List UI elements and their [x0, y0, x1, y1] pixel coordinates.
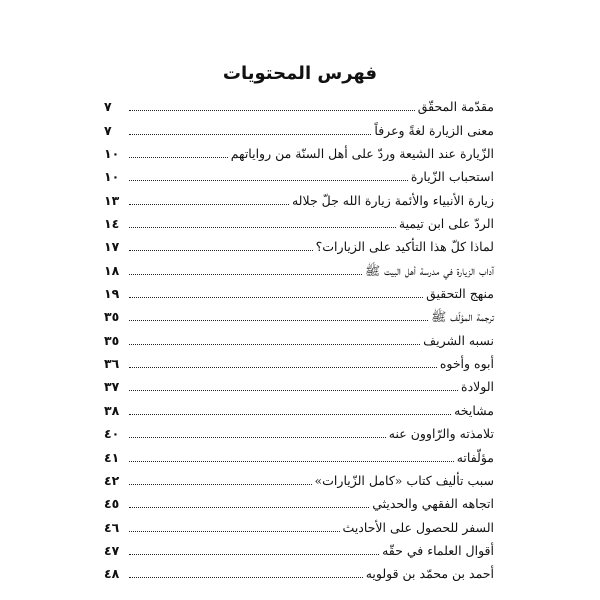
dot-leader [129, 297, 423, 298]
toc-entry-page: ٣٦ [104, 356, 120, 372]
toc-entry-page: ٤٨ [104, 566, 120, 582]
toc-entry-page: ١٣ [104, 192, 120, 208]
toc-entry-page: ٤٦ [104, 519, 120, 535]
toc-entry-title: معنى الزيارة لغةً وعرفاً [374, 122, 494, 138]
toc-entry-page: ٣٨ [104, 402, 120, 418]
toc-entry [104, 419, 494, 442]
toc-entry [104, 279, 494, 302]
toc-entry-title: اتجاهه الفقهي والحديثي [372, 496, 494, 512]
dot-leader [129, 531, 340, 532]
toc-entry-title: أقوال العلماء في حقّه [382, 542, 494, 558]
toc-entry-page: ٤٢ [104, 472, 120, 488]
toc-entry [104, 232, 494, 255]
toc-entry-title: الردّ على ابن تيمية [398, 216, 494, 232]
dot-leader [129, 344, 420, 345]
toc-entry-title: آداب الزيارة في مدرسة أهل البيت ﷺ [365, 262, 494, 278]
toc-entry [104, 466, 494, 489]
toc-entry [104, 302, 494, 325]
toc-entry-page: ٣٥ [104, 332, 120, 348]
toc-entry [104, 139, 494, 162]
toc-entry [104, 349, 494, 372]
toc-entry [104, 536, 494, 559]
toc-entry-title: الزّيارة عند الشيعة وردّ على أهل السنّة من رواياتهم [230, 146, 494, 162]
dot-leader [129, 134, 371, 135]
toc-entry [104, 185, 494, 208]
toc-entry [104, 395, 494, 418]
dot-leader [129, 414, 451, 415]
toc-entry-title: الولادة [461, 379, 494, 395]
dot-leader [129, 250, 313, 251]
dot-leader [129, 554, 379, 555]
toc-entry-page: ٣٥ [104, 309, 120, 325]
toc-entry-page: ٤٠ [104, 426, 120, 442]
toc-entry-page: ١٩ [104, 286, 120, 302]
dot-leader [129, 577, 363, 578]
page-title: فهرس المحتويات [222, 63, 378, 84]
dot-leader [129, 367, 437, 368]
toc-entry-page: ١٤ [104, 216, 120, 232]
dot-leader [129, 157, 228, 158]
toc-entry [104, 512, 494, 535]
toc-entry [104, 489, 494, 512]
toc-entry-title: تلامذته والرّاوون عنه [388, 426, 494, 442]
toc-entry [104, 442, 494, 465]
toc-entry [104, 209, 494, 232]
toc-entry-page: ١٠ [104, 169, 120, 185]
toc-entry-title: نسبه الشريف [423, 332, 494, 348]
dot-leader [129, 320, 428, 321]
toc-entry-page: ٤٧ [104, 542, 120, 558]
toc-entry-title: استحباب الزّيارة [410, 169, 494, 185]
dot-leader [129, 461, 454, 462]
toc-entry-title: مشايخه [454, 402, 494, 418]
dot-leader [129, 484, 312, 485]
toc-entry-title: مقدّمة المحقّق [417, 99, 494, 115]
toc-entry-title: سبب تأليف كتاب «كامل الزّيارات» [314, 472, 494, 488]
toc-entry-page: ١٠ [104, 146, 120, 162]
toc-entry-title: مؤلّفاته [456, 449, 494, 465]
toc-entry [104, 372, 494, 395]
dot-leader [129, 274, 362, 275]
dot-leader [129, 110, 415, 111]
toc-entry-title: أبوه وأخوه [439, 356, 494, 372]
toc-entry [104, 255, 494, 278]
toc-entry-page: ٧ [104, 99, 112, 115]
toc-entry-title: زيارة الأنبياء والأئمة زيارة الله جلّ جلاله [291, 192, 494, 208]
toc-entry-page: ٤١ [104, 449, 120, 465]
toc-entry-title: لماذا كلّ هذا التأكيد على الزيارات؟ [315, 239, 494, 255]
dot-leader [129, 390, 458, 391]
toc-entry-title: منهج التحقيق [426, 286, 494, 302]
toc-entry-page: ٧ [104, 122, 112, 138]
toc-entry-page: ١٧ [104, 239, 120, 255]
toc-entry-page: ٣٧ [104, 379, 120, 395]
toc-entry-page: ٤٥ [104, 496, 120, 512]
dot-leader [129, 180, 408, 181]
dot-leader [129, 437, 386, 438]
toc-entry [104, 115, 494, 138]
dot-leader [129, 507, 369, 508]
dot-leader [129, 227, 396, 228]
toc-entry [104, 162, 494, 185]
toc-entry [104, 559, 494, 582]
toc-entry-title: السفر للحصول على الأحاديث [342, 519, 494, 535]
toc-entry-title: ترجمة المؤلّف ﷺ [431, 309, 494, 325]
toc-entry [104, 325, 494, 348]
toc-entry [104, 92, 494, 115]
toc-entry-page: ١٨ [104, 262, 120, 278]
toc-list [104, 92, 494, 582]
dot-leader [129, 204, 289, 205]
toc-entry-title: أحمد بن محمّد بن قولويه [365, 566, 494, 582]
